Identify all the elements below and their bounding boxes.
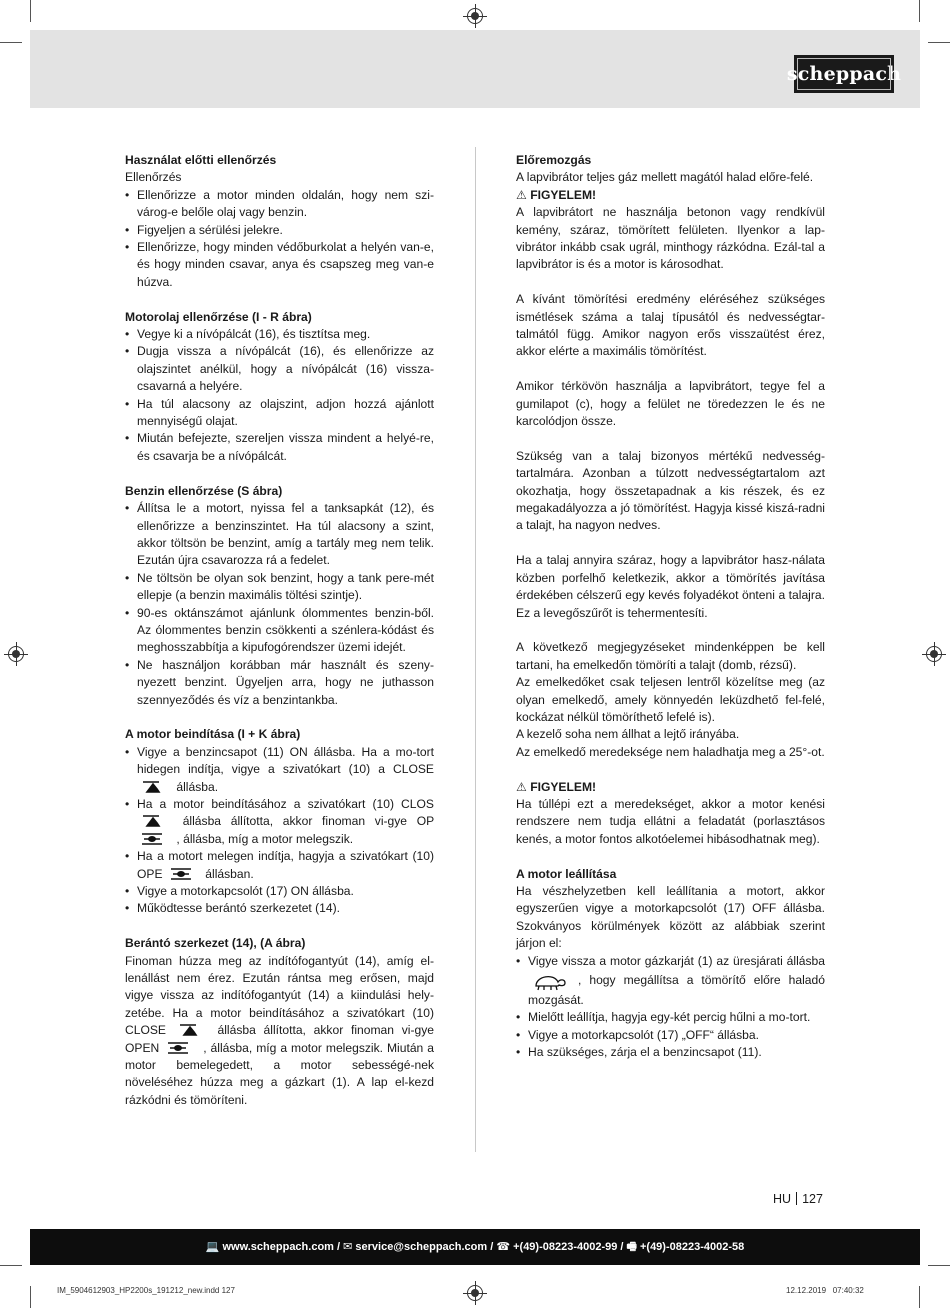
bullet-list <box>125 326 434 465</box>
text-run: Ha a motort melegen indítja, hagyja a szivatókart (10) OPE <box>137 849 434 881</box>
section-title: Használat előtti ellenőrzés <box>125 153 277 167</box>
text-run: Vigye a benzincsapot (11) ON állásba. Ha a mo-tort hidegen indítja, vigye a szivatókart (10) a CLOSE <box>137 744 434 777</box>
left-column <box>125 152 434 1109</box>
paragraph: Ha túllépi ezt a meredekséget, akkor a motor kenési rendszere nem tudja ellátni a feladatát (porlasztásos kenés, a motor fontos alkotóelemei hibásodhatnak meg). <box>516 796 825 846</box>
choke-open-icon <box>168 867 194 881</box>
paragraph: Amikor térkövön használja a lapvibrátort, tegye fel a gumilapot (c), hogy a felület ne töredezzen le és ne karcolódjon össze. <box>516 379 825 429</box>
crop-mark <box>919 0 920 22</box>
language-code: HU <box>773 1192 792 1206</box>
paragraph: Szükség van a talaj bizonyos mértékű nedvesség-tartalmára. Azonban a túlzott nedvességtartalom azt okozhatja, hogy összetapadnak a kis részek, és ez megakadályozza a jó tömörítést. Hagyja kissé kiszá-radni a talajt, ha nagyon nedves. <box>516 448 825 533</box>
list-item: • Vegye ki a nívópálcát (16), és tisztítsa meg. <box>125 326 434 343</box>
registration-mark-icon <box>467 1285 483 1301</box>
list-item: • Miután befejezte, szereljen vissza mindent a helyé-re, és csavarja be a nívópálcát. <box>125 430 434 465</box>
crop-mark <box>0 42 22 43</box>
paragraph: A kívánt tömörítési eredmény eléréséhez szükséges ismétlések száma a talaj típusától és nedvességtar-talmától függ. Amikor nagyon erős visszaütést érez, akkor elérte a maximális tömörítést. <box>516 292 825 359</box>
right-column <box>516 152 825 1062</box>
choke-closed-icon <box>139 780 165 794</box>
list-item: • Ellenőrizze a motor minden oldalán, hogy nem szi-várog-e belőle olaj vagy benzin. <box>125 187 434 222</box>
list-item: • Mielőtt leállítja, hagyja egy-két percig hűlni a mo-tort. <box>516 1009 825 1026</box>
text-run: állásba. <box>176 779 219 794</box>
brand-logo: scheppach <box>794 55 894 93</box>
crop-mark <box>0 1265 22 1266</box>
crop-mark <box>928 42 950 43</box>
choke-open-icon <box>165 1041 191 1055</box>
paragraph: A következő megjegyzéseket mindenképpen be kell tartani, ha emelkedőn tömöríti a talajt (domb, rézsű). <box>516 640 825 672</box>
text-run: állásba állította, akkor finoman vi-gye OPEN <box>125 1023 434 1055</box>
list-item: • 90-es oktánszámot ajánlunk ólommentes benzin-ből. Az ólommentes benzin csökkenti a szénlera-kódást és meghosszabbítja a kipufogórendszer üzemi idejét. <box>125 605 434 657</box>
paragraph: A lapvibrátor teljes gáz mellett magától halad előre-felé. <box>516 170 814 185</box>
bullet-list <box>125 187 434 291</box>
paragraph <box>125 953 434 1110</box>
separator <box>796 1192 797 1205</box>
text-run: állásban. <box>205 866 254 881</box>
warning-heading: ⚠ FIGYELEM! <box>516 187 597 202</box>
turtle-idle-icon <box>530 970 568 992</box>
bullet-list <box>516 953 825 1062</box>
subsection-label: Ellenőrzés <box>125 170 182 185</box>
page-number-value: 127 <box>802 1192 823 1206</box>
text-run: Finoman húzza meg az indítófogantyút (14), amíg el-lenállást nem érez. Ezután rántsa meg erősen, majd vigye vissza az indítófogantyút (14) a kiindulási hely-zetébe. Ha a motor beindításához a szivatókart (10) CLOSE <box>125 953 434 1038</box>
choke-closed-icon <box>176 1023 202 1037</box>
list-item <box>125 796 434 848</box>
contact-line: 💻 www.scheppach.com / ✉ service@scheppach.com / ☎ +(49)-08223-4002-99 / 🖷 +(49)-08223-4002-58 <box>205 1240 745 1253</box>
choke-open-icon <box>139 832 165 846</box>
section-title: Benzin ellenőrzése (S ábra) <box>125 483 283 498</box>
paragraph: Az emelkedő meredeksége nem haladhatja meg a 25°-ot. <box>516 744 825 759</box>
crop-mark <box>30 1286 31 1308</box>
bullet-list <box>125 500 434 709</box>
footer-contact-band <box>30 1229 920 1265</box>
list-item <box>516 953 825 1010</box>
registration-mark-icon <box>8 646 24 662</box>
list-item <box>125 848 434 883</box>
print-slug-filename: IM_5904612903_HP2200s_191212_new.indd 127 <box>57 1286 235 1295</box>
text-run: Vigye vissza a motor gázkarját (1) az üresjárati állásba <box>528 953 825 968</box>
section-title: Motorolaj ellenőrzése (I - R ábra) <box>125 309 312 324</box>
list-item <box>125 744 434 796</box>
choke-closed-icon <box>139 814 165 828</box>
crop-mark <box>919 1286 920 1308</box>
section-title: A motor leállítása <box>516 866 617 881</box>
warning-heading: ⚠ FIGYELEM! <box>516 779 597 794</box>
paragraph: A kezelő soha nem állhat a lejtő irányába. <box>516 727 740 742</box>
list-item: • Ne töltsön be olyan sok benzint, hogy a tank pere-mét ellepje (a benzin maximális töltési szintje). <box>125 570 434 605</box>
text-run: állásba állította, akkor finoman vi-gye OP <box>182 814 434 829</box>
list-item: • Működtesse berántó szerkezetet (14). <box>125 900 434 917</box>
list-item: • Ha szükséges, zárja el a benzincsapot (11). <box>516 1044 825 1061</box>
page-number <box>773 1192 823 1206</box>
list-item: • Ha túl alacsony az olajszint, adjon hozzá ajánlott mennyiségű olajat. <box>125 396 434 431</box>
list-item: • Dugja vissza a nívópálcát (16), és ellenőrizze az olajszintet anélkül, hogy a nívópálcát (16) vissza-csavarná a helyére. <box>125 343 434 395</box>
text-run: Ha a motor beindításához a szivatókart (10) CLOS <box>137 796 434 811</box>
paragraph: A lapvibrátort ne használja betonon vagy rendkívül kemény, száraz, tömörített felületen. Ilyenkor a lap-vibrátor inkább csak ugrál, minthogy rázkódna. Ezál-tal a lapvibrátor is és a motor is károsodhat. <box>516 205 825 272</box>
column-divider <box>475 147 476 1152</box>
text-run: , állásba, míg a motor melegszik. <box>176 831 354 846</box>
list-item: • Állítsa le a motort, nyissa fel a tanksapkát (12), és ellenőrizze a benzinszintet. Ha túl alacsony a szint, akkor töltsön be benzint, amíg a tartály meg nem telik. Ezután újra csavarozza rá a fedelet. <box>125 500 434 570</box>
text-run: , hogy megállítsa a tömörítő előre haladó mozgását. <box>528 972 825 1007</box>
paragraph: Az emelkedőket csak teljesen lentről közelítse meg (az olyan emelkedő, amely könnyedén leküzdhető fel-felé, kockázat nélkül tömöríthető lefelé is). <box>516 675 825 724</box>
crop-mark <box>30 0 31 22</box>
bullet-list <box>125 744 434 918</box>
print-slug-date: 12.12.2019 07:40:32 <box>786 1286 864 1295</box>
list-item: • Ellenőrizze, hogy minden védőburkolat a helyén van-e, és hogy minden csavar, anya és csapszeg meg van-e húzva. <box>125 239 434 291</box>
paragraph: Ha a talaj annyira száraz, hogy a lapvibrátor hasz-nálata közben porfelhő keletkezik, akkor a tömörítés javítása érdekében célszerű egy kevés folyadékot önteni a talajra. Ez a levegőszűrőt is tehermentesíti. <box>516 553 825 620</box>
registration-mark-icon <box>467 8 483 24</box>
crop-mark <box>928 1265 950 1266</box>
list-item: • Vigye a motorkapcsolót (17) ON állásba. <box>125 883 434 900</box>
section-title: A motor beindítása (I + K ábra) <box>125 727 301 742</box>
list-item: • Vigye a motorkapcsolót (17) „OFF“ állásba. <box>516 1027 825 1044</box>
paragraph: Ha vészhelyzetben kell leállítania a motort, akkor egyszerűen vigye a motorkapcsolót (17) OFF állásba. Szokványos körülmények között az alábbiak szerint járjon el: <box>516 883 825 951</box>
section-title: Berántó szerkezet (14), (A ábra) <box>125 936 306 951</box>
text-run: , állásba, míg a motor melegszik. Miután a motor bemelegedett, a motor sebességé-nek növeléséhez húzza meg a gázkart (1). A lap el-kezd rázkódni és tömöríteni. <box>125 1040 434 1107</box>
registration-mark-icon <box>926 646 942 662</box>
section-title: Előremozgás <box>516 153 592 167</box>
list-item: • Ne használjon korábban már használt és szeny-nyezett benzint. Ügyeljen arra, hogy ne juthasson szennyeződés és víz a benzintankba. <box>125 657 434 709</box>
list-item: • Figyeljen a sérülési jelekre. <box>125 222 434 239</box>
